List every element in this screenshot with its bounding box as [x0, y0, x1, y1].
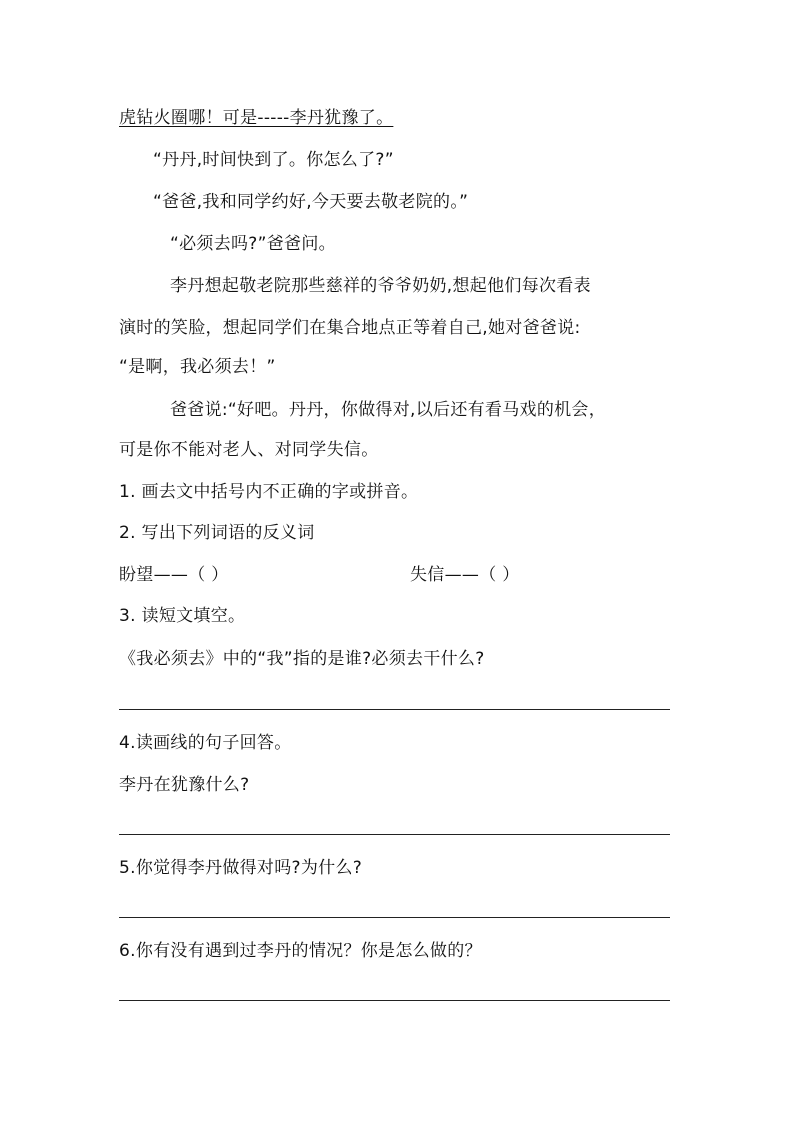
passage-line: 可是你不能对老人、对同学失信。 — [119, 440, 379, 460]
antonym-blank-1[interactable]: 盼望——（ ） — [119, 565, 229, 585]
question-5: 5.你觉得李丹做得对吗?为什么? — [119, 858, 363, 878]
passage-line: “丹丹,时间快到了。你怎么了?” — [153, 150, 394, 170]
question-1: 1. 画去文中括号内不正确的字或拼音。 — [119, 482, 419, 502]
passage-line: 演时的笑脸，想起同学们在集合地点正等着自己,她对爸爸说: — [119, 318, 581, 338]
question-2: 2. 写出下列词语的反义词 — [119, 523, 315, 543]
question-4-prompt: 李丹在犹豫什么? — [119, 775, 250, 795]
passage-line: 李丹想起敬老院那些慈祥的爷爷奶奶,想起他们每次看表 — [170, 276, 591, 296]
passage-line: “爸爸,我和同学约好,今天要去敬老院的。” — [153, 192, 469, 212]
answer-line-5[interactable] — [119, 917, 670, 918]
antonym-blank-2[interactable]: 失信——（ ） — [410, 565, 520, 585]
question-3-prompt: 《我必须去》中的“我”指的是谁?必须去干什么? — [119, 649, 485, 669]
answer-line-4[interactable] — [119, 834, 670, 835]
question-6: 6.你有没有遇到过李丹的情况？你是怎么做的？ — [119, 941, 482, 961]
passage-line: “是啊，我必须去！” — [119, 357, 276, 377]
answer-line-6[interactable] — [119, 1000, 670, 1001]
answer-line-3[interactable] — [119, 709, 670, 710]
question-3: 3. 读短文填空。 — [119, 606, 246, 626]
question-4: 4.读画线的句子回答。 — [119, 733, 292, 753]
passage-underlined-sentence: 虎钻火圈哪！可是-----李丹犹豫了。 — [119, 108, 394, 128]
passage-line: 爸爸说:“好吧。丹丹，你做得对,以后还有看马戏的机会， — [170, 400, 607, 420]
passage-line: “必须去吗?”爸爸问。 — [170, 234, 336, 254]
